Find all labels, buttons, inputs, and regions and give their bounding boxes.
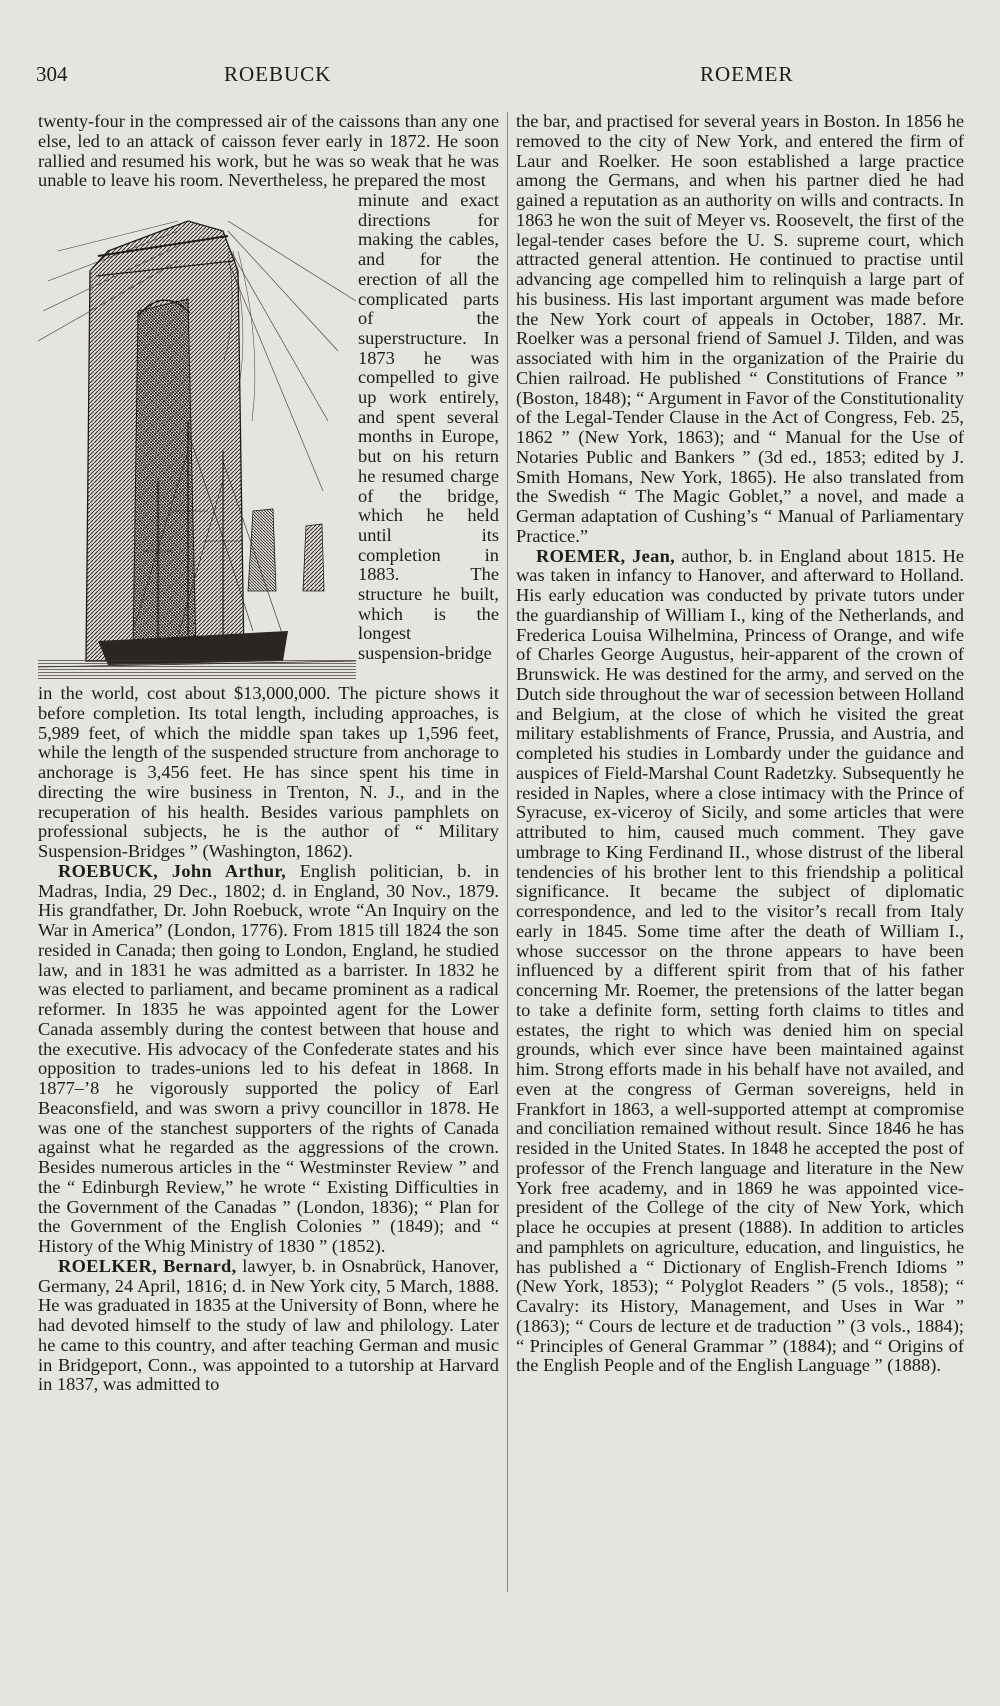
page-number: 304: [36, 62, 68, 86]
right-running-head: ROEMER: [700, 62, 794, 86]
intro-text: twenty-four in the compressed air of the caissons than any one else, led to an attack of caisson fever early in 1872. He soon rallied and resumed his work, but he was so weak that he was unable to leave his room. Nevertheless, he prepared the most: [38, 111, 499, 191]
entry-roelker: [38, 1257, 499, 1395]
entry-roemer: [516, 547, 964, 1377]
entry-roebuck: [38, 862, 499, 1257]
right-column: [516, 112, 964, 1376]
bridge-paragraph: in the world, cost about $13,000,000. The picture shows it before completion. Its total length, including approaches, is 5,989 feet, of which the middle span takes up 1,596 feet, while the length of the suspended structure from anchorage to anchorage is 3,456 feet. He has since spent his time in directing the wire business in Trenton, N. J., and in the recuperation of his health. Besides various pamphlets on professional subjects, he is the author of “ Military Suspension-Bridges ” (Washington, 1862).: [38, 683, 499, 861]
entry-name-roebuck: ROEBUCK, John Arthur,: [58, 860, 287, 881]
illustration-wrap: [38, 191, 499, 684]
left-running-head: ROEBUCK: [224, 62, 332, 86]
roelker-continuation: the bar, and practised for several years in Boston. In 1856 he removed to the city of New York, and entered the firm of Laur and Roelker. He soon established a large practice among the Germans, and when his partner died he had gained a reputation as an authority on wills and contracts. In 1863 he won the suit of Meyer vs. Roosevelt, the first of the legal-tender cases before the U. S. supreme court, which attracted general attention. He continued to practise until advancing age compelled him to relinquish a large part of his business. His last important argument was made before the New York court of appeals in October, 1887. Mr. Roelker was a personal friend of Samuel J. Tilden, and was associated with him in the organization of the Prairie du Chien railroad. He published “ Constitutions of France ” (Boston, 1848); “ Argument in Favor of the Constitutionality of the Legal-Tender Clause in the Act of Congress, Feb. 25, 1862 ” (New York, 1863); and “ Manual for the Use of Notaries Public and Bankers ” (3d ed., 1853; edited by J. Smith Homans, New York, 1865). He also translated from the Swedish “ The Magic Goblet,” a novel, and made a German adaptation of Cushing’s “ Manual of Parliamentary Practice.”: [516, 111, 964, 546]
left-column: [38, 112, 499, 1395]
entry-text-roemer: author, b. in England about 1815. He was taken in infancy to Hanover, and afterward to Holland. His early education was conducted by private tutors under the guardianship of William I., king of the Netherlands, and Frederica Louisa Wilhelmina, Princess of Orange, and wife of Charles George Augustus, heir-apparent of the crown of Brunswick. He was destined for the army, and served on the Dutch side throughout the war of secession between Holland and Belgium, at the close of which he visited the great military establishments of France, Prussia, and Austria, and completed his studies in Lombardy under the guidance and auspices of Field-Marshal Count Radetzky. Subsequently he resided in Naples, where a close intimacy with the Prince of Syracuse, ex-viceroy of Sicily, and some articles that were attributed to him, caused much comment. They gave umbrage to King Ferdinand II., whose distrust of the liberal tendencies of his brother lent to this friendship a political significance. It became the subject of diplomatic correspondence, and led to the visitor’s recall from Italy early in 1845. Some time after the death of William I., whose successor on the throne appears to have been influenced by a different spirit from that of his father concerning Mr. Roemer, the pretensions of the latter began to take a definite form, setting forth claims to titles and estates, the right to which was denied him on special grounds, which ever since have been maintained against him. Strong efforts made in his behalf have not availed, and even at the congress of German sovereigns, held in Frankfort in 1863, a well-supported attempt at compromise and conciliation remained without result. Since 1846 he has resided in the United States. In 1848 he accepted the post of professor of the French language and literature in the New York free academy, and in 1869 he was appointed vice-president of the College of the city of New York, which place he occupies at present (1888). In addition to articles and pamphlets on agriculture, education, and linguistics, he has published a “ Dictionary of English-French Idioms ” (New York, 1853); “ Polyglot Readers ” (5 vols., 1858); “ Cavalry: its History, Management, and Uses in War ” (1863); “ Cours de lecture et de traduction ” (3 vols., 1884); “ Principles of General Grammar ” (1884); and “ Origins of the English People and of the English Language ” (1888).: [516, 545, 965, 1376]
bridge-tower-engraving: [38, 191, 356, 679]
entry-name-roemer: ROEMER, Jean,: [536, 545, 676, 566]
entry-text-roebuck: English politician, b. in Madras, India, 29 Dec., 1802; d. in England, 30 Nov., 1879. His grandfather, Dr. John Roebuck, wrote “An Inquiry on the War in America” (London, 1776). From 1815 till 1824 the son resided in Canada; then going to London, England, he studied law, and in 1831 he was admitted as a barrister. In 1832 he was elected to parliament, and became prominent as a radical reformer. In 1835 he was appointed agent for the Lower Canada assembly during the contest between that house and the executive. His advocacy of the Confederate states and his opposition to trades-unions led to his defeat in 1868. In 1877–’8 he vigorously supported the policy of Earl Beaconsfield, and was sworn a privy councillor in 1878. He was one of the stanchest supporters of the rights of Canada against what he regarded as the aggressions of the crown. Besides numerous articles in the “ Westminster Review ” and the “ Edinburgh Review,” he wrote “ Existing Difficulties in the Government of the Canadas ” (London, 1836); “ Plan for the Government of the English Colonies ” (1849); and “ History of the Whig Ministry of 1830 ” (1852).: [38, 860, 499, 1256]
running-header: [0, 62, 1000, 92]
entry-name-roelker: ROELKER, Bernard,: [58, 1255, 237, 1276]
entry-text-roelker: lawyer, b. in Osnabrück, Hanover, Germany, 24 April, 1816; d. in New York city, 5 March, 1888. He was graduated in 1835 at the University of Bonn, where he had devoted himself to the study of law and philology. Later he came to this country, and after teaching German and music in Bridgeport, Conn., was appointed to a tutorship at Harvard in 1837, was admitted to: [38, 1255, 499, 1395]
wrapped-text: minute and exact directions for making the cables, and for the erection of all the complicated parts of the superstructure. In 1873 he was compelled to give up work entirely, and spent several months in Europe, but on his return he resumed charge of the bridge, which he held until its completion in 1883. The structure he built, which is the longest suspension-bridge: [358, 190, 499, 664]
column-divider: [507, 112, 508, 1592]
